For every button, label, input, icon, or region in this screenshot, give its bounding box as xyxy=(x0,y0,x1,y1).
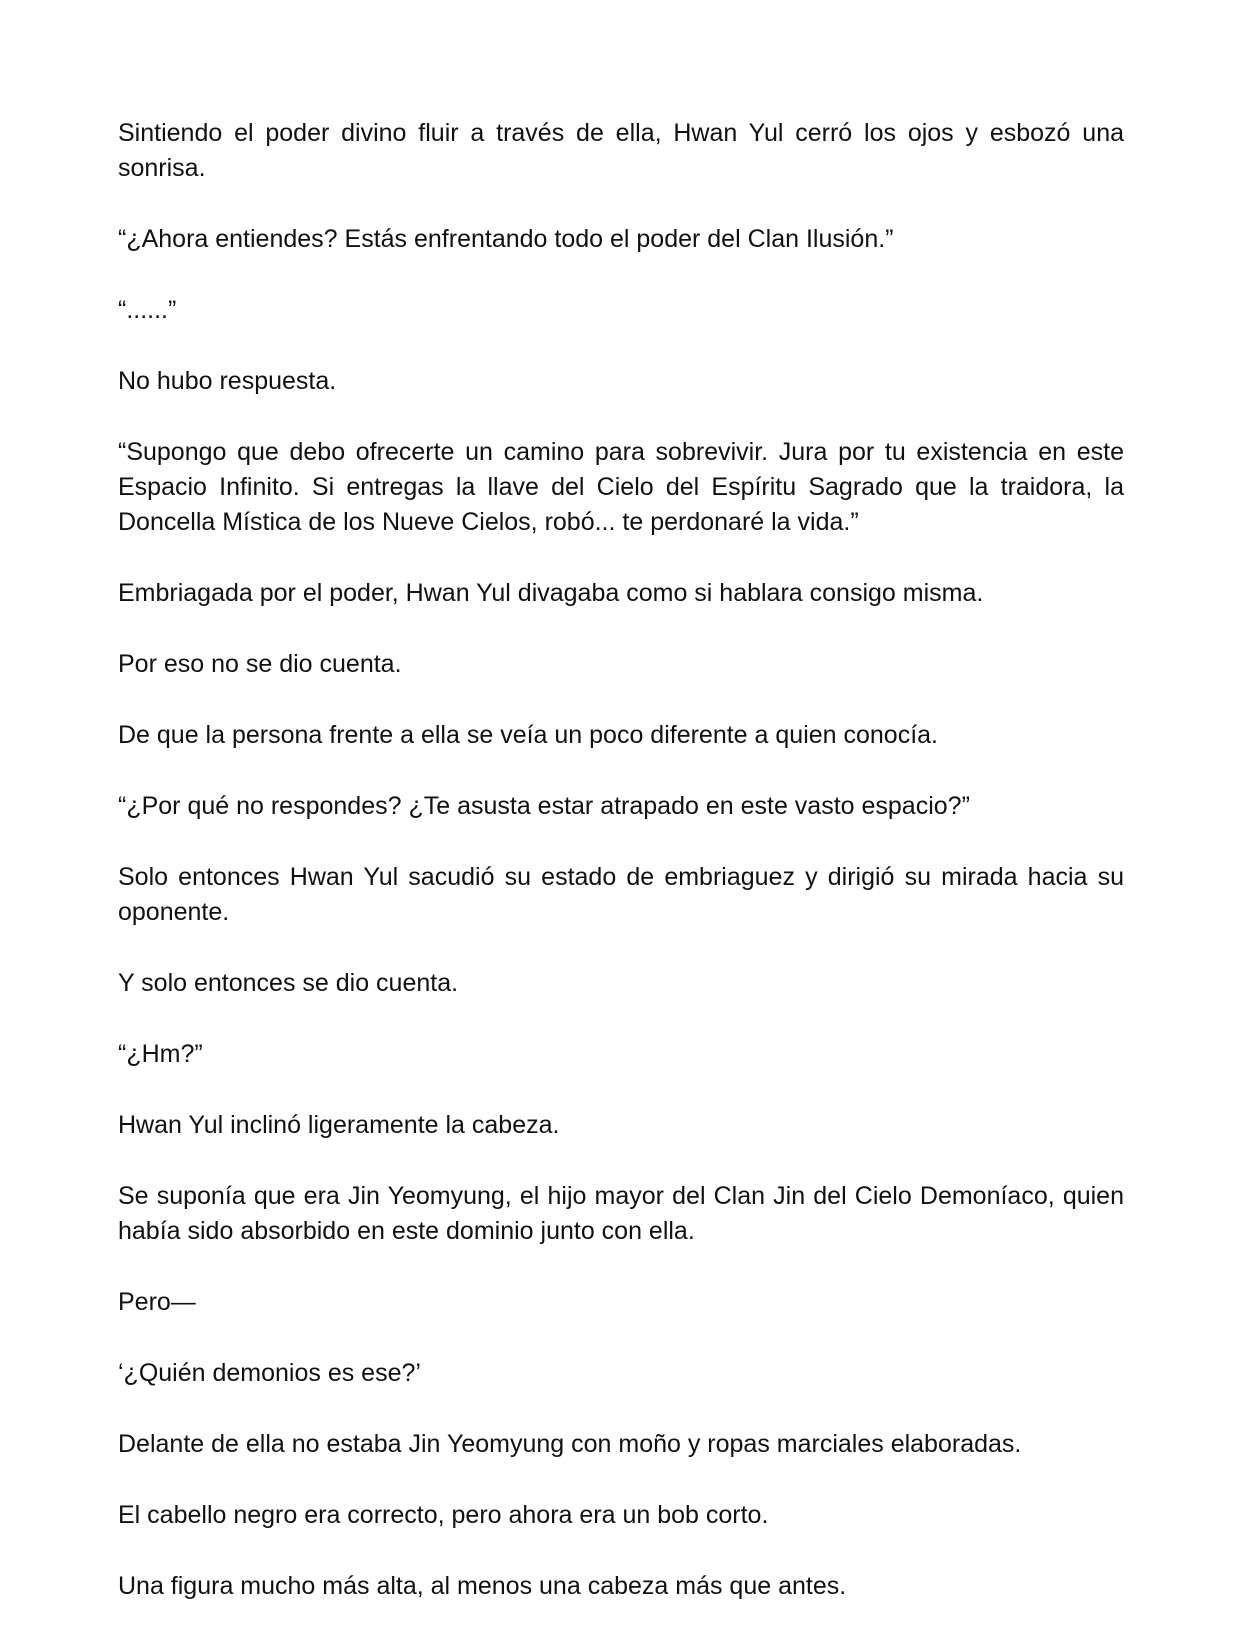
paragraph: Hwan Yul inclinó ligeramente la cabeza. xyxy=(118,1111,560,1139)
paragraph: Y solo entonces se dio cuenta. xyxy=(118,969,459,997)
paragraph: Sintiendo el poder divino fluir a través de ella, Hwan Yul cerró los ojos y esbozó una sonrisa. xyxy=(118,119,1124,182)
paragraph: “¿Ahora entiendes? Estás enfrentando todo el poder del Clan Ilusión.” xyxy=(118,225,894,253)
paragraph: Por eso no se dio cuenta. xyxy=(118,650,402,678)
paragraph: De que la persona frente a ella se veía un poco diferente a quien conocía. xyxy=(118,721,939,749)
paragraph: Una figura mucho más alta, al menos una cabeza más que antes. xyxy=(118,1572,847,1600)
paragraph: “¿Por qué no respondes? ¿Te asusta estar atrapado en este vasto espacio?” xyxy=(118,792,970,820)
paragraph: “......” xyxy=(118,296,177,324)
paragraph: “¿Hm?” xyxy=(118,1040,203,1068)
paragraph: El cabello negro era correcto, pero ahora era un bob corto. xyxy=(118,1501,769,1529)
paragraph: ‘¿Quién demonios es ese?’ xyxy=(118,1359,421,1387)
paragraph: Embriagada por el poder, Hwan Yul divagaba como si hablara consigo misma. xyxy=(118,579,984,607)
document-body xyxy=(118,116,1124,1640)
paragraph: “Supongo que debo ofrecerte un camino para sobrevivir. Jura por tu existencia en este Espacio Infinito. Si entregas la llave del Cielo del Espíritu Sagrado que la traidora, la Doncella Mística de los Nueve Cielos, robó... te perdonaré la vida.” xyxy=(118,438,1124,536)
paragraph: Solo entonces Hwan Yul sacudió su estado de embriaguez y dirigió su mirada hacia su oponente. xyxy=(118,863,1124,926)
paragraph: Se suponía que era Jin Yeomyung, el hijo mayor del Clan Jin del Cielo Demoníaco, quien había sido absorbido en este dominio junto con ella. xyxy=(118,1182,1124,1245)
paragraph: Delante de ella no estaba Jin Yeomyung con moño y ropas marciales elaboradas. xyxy=(118,1430,1022,1458)
paragraph: No hubo respuesta. xyxy=(118,367,337,395)
paragraph: Pero— xyxy=(118,1288,196,1316)
